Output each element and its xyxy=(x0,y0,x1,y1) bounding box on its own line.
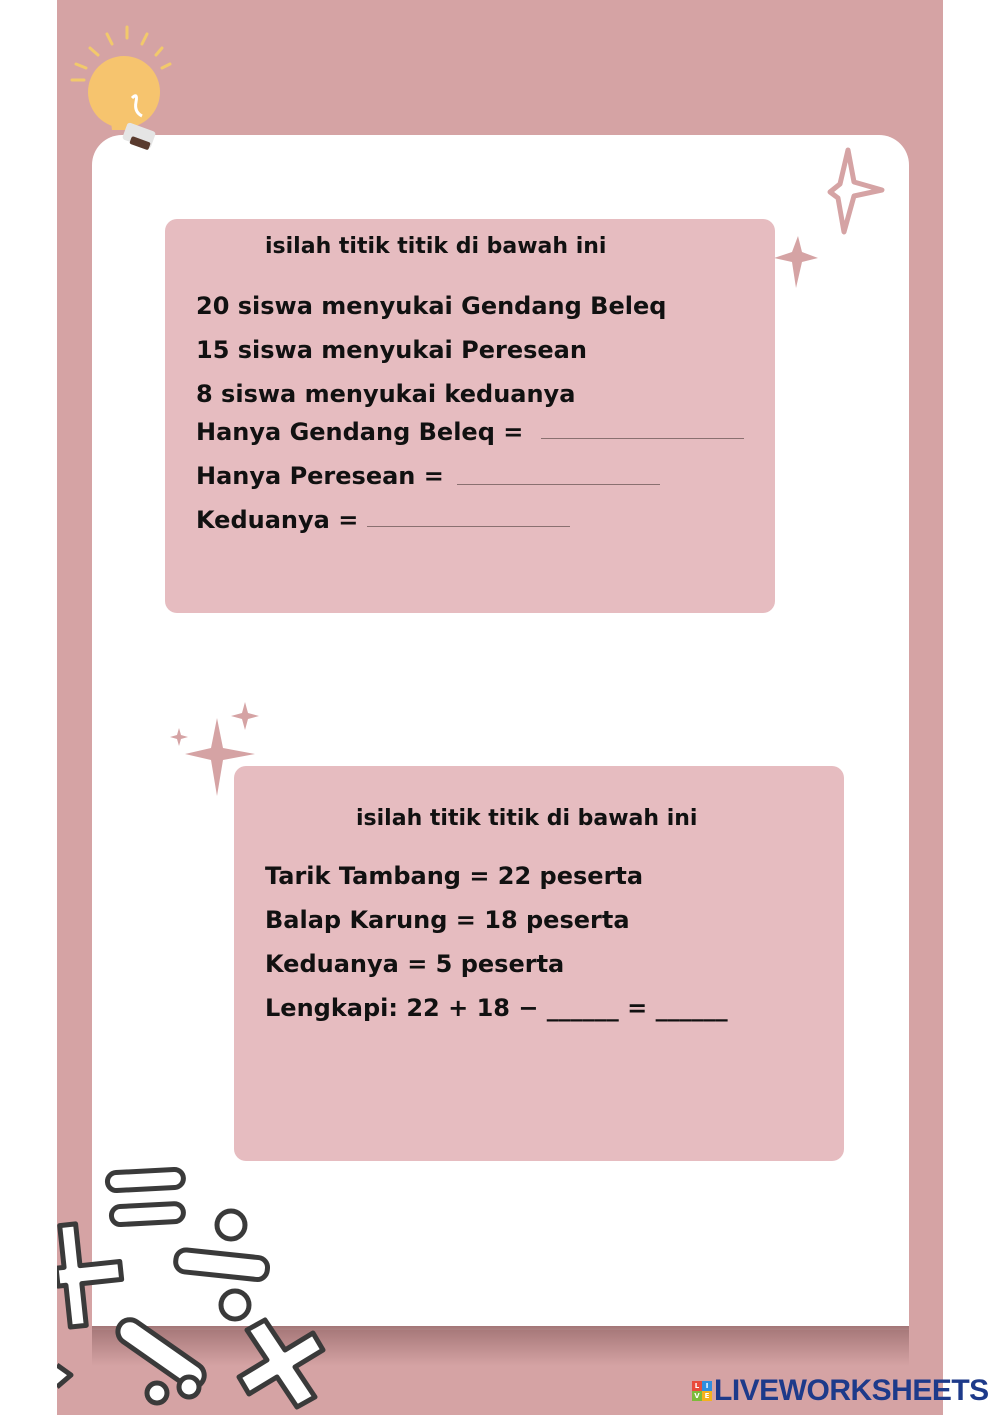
question-label: Hanya Peresean = xyxy=(196,462,444,490)
fact-line: 15 siswa menyukai Peresean xyxy=(196,336,587,364)
fact-line: Tarik Tambang = 22 peserta xyxy=(265,862,644,890)
fact-line: Balap Karung = 18 peserta xyxy=(265,906,630,934)
watermark-text: LIVEWORKSHEETS xyxy=(714,1374,989,1407)
fill-in-equation[interactable]: Lengkapi: 22 + 18 − ______ = ______ xyxy=(265,994,728,1022)
math-symbols-icon xyxy=(57,1165,347,1415)
question-label: Keduanya = xyxy=(196,506,359,534)
fact-line: 8 siswa menyukai keduanya xyxy=(196,380,576,408)
lightbulb-icon xyxy=(62,22,182,157)
fact-line: 20 siswa menyukai Gendang Beleq xyxy=(196,292,667,320)
answer-blank[interactable] xyxy=(541,438,744,439)
liveworksheets-watermark xyxy=(692,1374,989,1408)
answer-blank[interactable] xyxy=(367,526,570,527)
card1-heading: isilah titik titik di bawah ini xyxy=(265,234,607,259)
question-label: Hanya Gendang Beleq = xyxy=(196,418,524,446)
sparkle-icon xyxy=(770,140,890,290)
card2-heading: isilah titik titik di bawah ini xyxy=(356,806,698,831)
question-card-1 xyxy=(165,219,775,613)
fact-line: Keduanya = 5 peserta xyxy=(265,950,565,978)
liveworksheets-logo-icon: L I V E xyxy=(692,1381,712,1401)
answer-blank[interactable] xyxy=(457,484,660,485)
